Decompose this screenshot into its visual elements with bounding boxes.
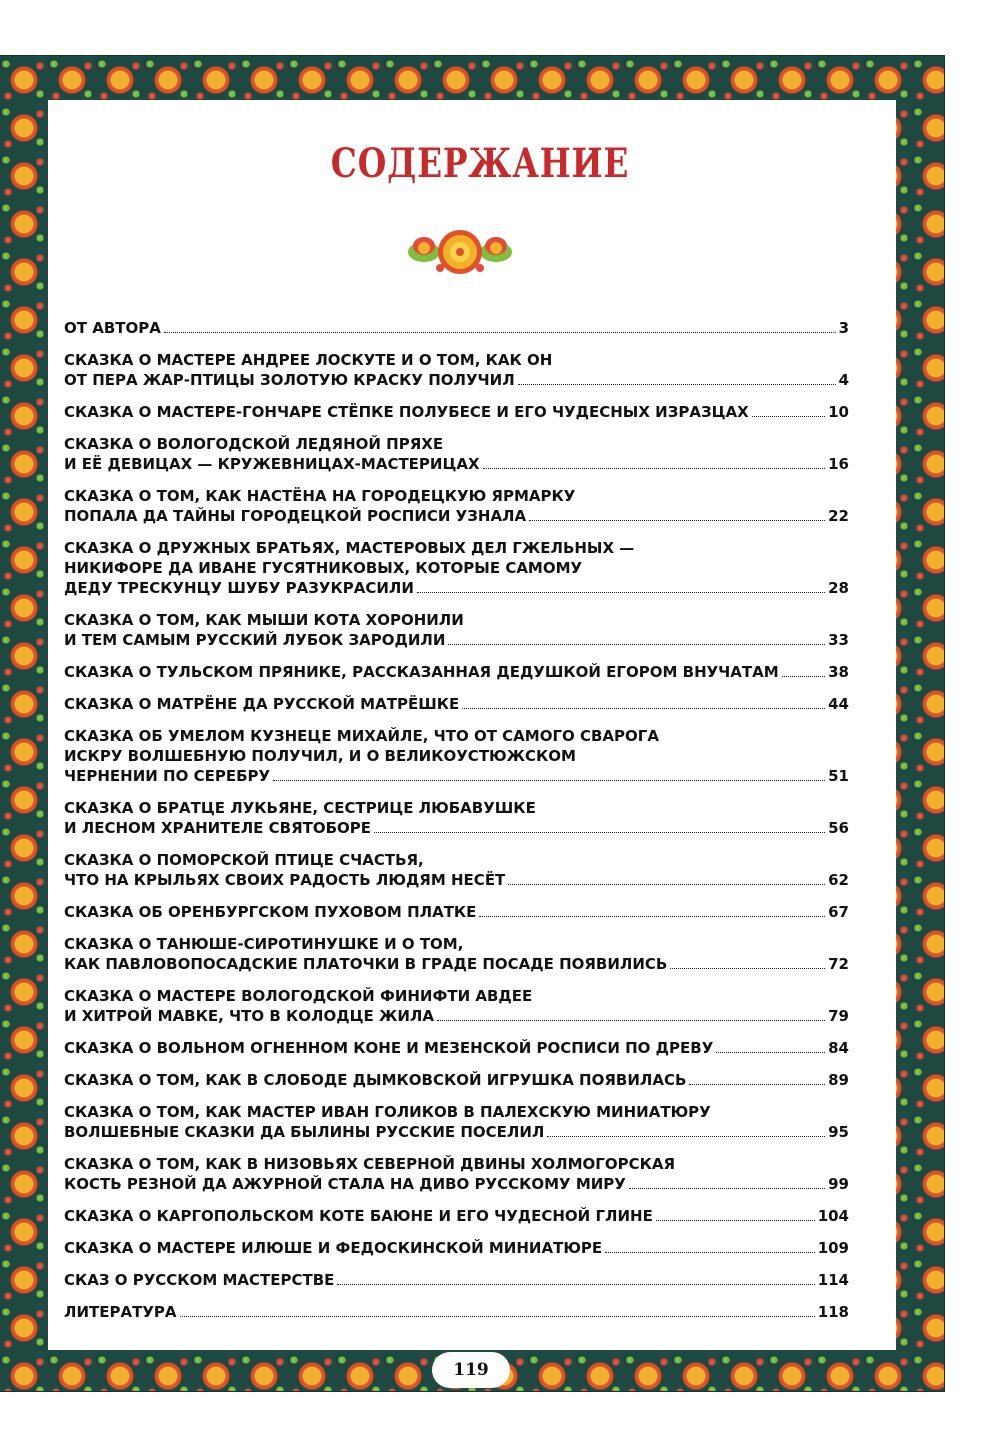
toc-entry-line: КОСТЬ РЕЗНОЙ ДА АЖУРНОЙ СТАЛА НА ДИВО РУССКОМУ МИРУ (64, 1175, 626, 1193)
dot-leader (273, 779, 825, 781)
toc-entry (64, 1070, 849, 1090)
toc-entry-last-line (64, 402, 849, 422)
dot-leader (605, 1251, 815, 1253)
toc-entry (64, 902, 849, 922)
toc-page-number: 56 (828, 819, 849, 837)
toc-entry-line: СКАЗКА О ТОМ, КАК В СЛОБОДЕ ДЫМКОВСКОЙ ИГРУШКА ПОЯВИЛАСЬ (64, 1071, 687, 1089)
dot-leader (417, 591, 825, 593)
dot-leader (448, 643, 825, 645)
toc-entry-line: ЧЕРНЕНИИ ПО СЕРЕБРУ (64, 767, 271, 785)
toc-entry-line: СКАЗКА О ВОЛОГОДСКОЙ ЛЕДЯНОЙ ПРЯХЕ (64, 435, 444, 453)
toc-page-number: 44 (828, 695, 849, 713)
toc-entry (64, 318, 849, 338)
toc-entry-line: ЧТО НА КРЫЛЬЯХ СВОИХ РАДОСТЬ ЛЮДЯМ НЕСЁТ (64, 871, 506, 889)
toc-entry (64, 1238, 849, 1258)
toc-page-number: 99 (828, 1175, 849, 1193)
toc-page-number: 28 (828, 579, 849, 597)
toc-entry-line: СКАЗКА О ВОЛЬНОМ ОГНЕННОМ КОНЕ И МЕЗЕНСКОЙ РОСПИСИ ПО ДРЕВУ (64, 1039, 714, 1057)
toc-entry-line: КАК ПАВЛОВОПОСАДСКИЕ ПЛАТОЧКИ В ГРАДЕ ПОСАДЕ ПОЯВИЛИСЬ (64, 955, 668, 973)
toc-entry-last-line (64, 954, 849, 974)
table-of-contents (64, 318, 849, 1334)
toc-entry-line: СКАЗКА О ТОМ, КАК НАСТЁНА НА ГОРОДЕЦКУЮ ЯРМАРКУ (64, 487, 576, 505)
toc-entry-line: СКАЗ О РУССКОМ МАСТЕРСТВЕ (64, 1271, 335, 1289)
dot-leader (374, 831, 825, 833)
toc-entry-last-line (64, 1302, 849, 1322)
toc-entry-last-line (64, 818, 849, 838)
toc-entry-last-line (64, 1038, 849, 1058)
toc-entry (64, 986, 849, 1026)
toc-entry-line: СКАЗКА О МАСТЕРЕ ВОЛОГОДСКОЙ ФИНИФТИ АВДЕЕ (64, 987, 533, 1005)
toc-entry-line: СКАЗКА О ТОМ, КАК МАСТЕР ИВАН ГОЛИКОВ В ПАЛЕХСКУЮ МИНИАТЮРУ (64, 1103, 711, 1121)
toc-entry (64, 402, 849, 422)
toc-entry-last-line (64, 506, 849, 526)
toc-entry (64, 662, 849, 682)
toc-entry-line: СКАЗКА ОБ УМЕЛОМ КУЗНЕЦЕ МИХАЙЛЕ, ЧТО ОТ САМОГО СВАРОГА (64, 727, 659, 745)
toc-entry-line: СКАЗКА О КАРГОПОЛЬСКОМ КОТЕ БАЮНЕ И ЕГО ЧУДЕСНОЙ ГЛИНЕ (64, 1207, 653, 1225)
page-title: СОДЕРЖАНИЕ (330, 140, 630, 187)
dot-leader (716, 1051, 825, 1053)
dot-leader (518, 383, 836, 385)
floral-ornament-icon (404, 224, 516, 280)
toc-page-number: 22 (828, 507, 849, 525)
dot-leader (479, 915, 825, 917)
toc-page-number: 51 (828, 767, 849, 785)
toc-page-number: 89 (828, 1071, 849, 1089)
dot-leader (483, 467, 826, 469)
toc-entry-last-line (64, 370, 849, 390)
toc-entry-last-line (64, 1122, 849, 1142)
toc-entry (64, 850, 849, 890)
toc-entry-last-line (64, 1238, 849, 1258)
toc-entry-line: СКАЗКА ОБ ОРЕНБУРГСКОМ ПУХОВОМ ПЛАТКЕ (64, 903, 477, 921)
toc-entry (64, 434, 849, 474)
toc-entry-line: И ХИТРОЙ МАВКЕ, ЧТО В КОЛОДЦЕ ЖИЛА (64, 1007, 434, 1025)
toc-entry-line: СКАЗКА О МАСТЕРЕ АНДРЕЕ ЛОСКУТЕ И О ТОМ, КАК ОН (64, 351, 553, 369)
toc-entry-last-line (64, 694, 849, 714)
toc-entry-last-line (64, 1270, 849, 1290)
page-number: 119 (432, 1352, 510, 1388)
dot-leader (164, 331, 836, 333)
toc-entry-line: ОТ АВТОРА (64, 319, 161, 337)
toc-entry-line: СКАЗКА О МАСТЕРЕ-ГОНЧАРЕ СТЁПКЕ ПОЛУБЕСЕ И ЕГО ЧУДЕСНЫХ ИЗРАЗЦАХ (64, 403, 749, 421)
toc-entry-line: И ЕЁ ДЕВИЦАХ — КРУЖЕВНИЦАХ-МАСТЕРИЦАХ (64, 455, 480, 473)
toc-entry-last-line (64, 870, 849, 890)
toc-entry-last-line (64, 1070, 849, 1090)
toc-entry-line: СКАЗКА О ПОМОРСКОЙ ПТИЦЕ СЧАСТЬЯ, (64, 851, 424, 869)
dot-leader (529, 519, 825, 521)
toc-entry (64, 1154, 849, 1194)
toc-entry-line: ДЕДУ ТРЕСКУНЦУ ШУБУ РАЗУКРАСИЛИ (64, 579, 414, 597)
toc-entry (64, 538, 849, 598)
toc-entry-line: СКАЗКА О ТАНЮШЕ-СИРОТИНУШКЕ И О ТОМ, (64, 935, 464, 953)
dot-leader (462, 707, 825, 709)
toc-entry-line: И ЛЕСНОМ ХРАНИТЕЛЕ СВЯТОБОРЕ (64, 819, 372, 837)
toc-page-number: 4 (838, 371, 849, 389)
toc-page-number: 67 (828, 903, 849, 921)
toc-page-number: 104 (817, 1207, 849, 1225)
toc-entry (64, 1302, 849, 1322)
toc-entry (64, 1102, 849, 1142)
toc-entry-line: СКАЗКА О ДРУЖНЫХ БРАТЬЯХ, МАСТЕРОВЫХ ДЕЛ ГЖЕЛЬНЫХ — (64, 539, 635, 557)
toc-entry-last-line (64, 902, 849, 922)
toc-page-number: 38 (828, 663, 849, 681)
toc-entry-last-line (64, 1006, 849, 1026)
toc-page-number: 95 (828, 1123, 849, 1141)
toc-entry-line: НИКИФОРЕ ДА ИВАНЕ ГУСЯТНИКОВЫХ, КОТОРЫЕ САМОМУ (64, 559, 583, 577)
toc-entry-line: ОТ ПЕРА ЖАР-ПТИЦЫ ЗОЛОТУЮ КРАСКУ ПОЛУЧИЛ (64, 371, 515, 389)
dot-leader (508, 883, 825, 885)
dot-leader (337, 1283, 814, 1285)
toc-page-number: 16 (828, 455, 849, 473)
toc-page-number: 79 (828, 1007, 849, 1025)
toc-entry-last-line (64, 662, 849, 682)
toc-page-number: 114 (817, 1271, 849, 1289)
toc-entry-line: СКАЗКА О ТОМ, КАК МЫШИ КОТА ХОРОНИЛИ (64, 611, 464, 629)
toc-entry (64, 486, 849, 526)
dot-leader (782, 675, 825, 677)
dot-leader (670, 967, 825, 969)
dot-leader (656, 1219, 815, 1221)
toc-entry-line: ПОПАЛА ДА ТАЙНЫ ГОРОДЕЦКОЙ РОСПИСИ УЗНАЛА (64, 507, 527, 525)
toc-entry-line: ВОЛШЕБНЫЕ СКАЗКИ ДА БЫЛИНЫ РУССКИЕ ПОСЕЛИЛ (64, 1123, 545, 1141)
dot-leader (180, 1315, 815, 1317)
toc-entry-line: И ТЕМ САМЫМ РУССКИЙ ЛУБОК ЗАРОДИЛИ (64, 631, 446, 649)
toc-entry-line: СКАЗКА О ТОМ, КАК В НИЗОВЬЯХ СЕВЕРНОЙ ДВИНЫ ХОЛМОГОРСКАЯ (64, 1155, 676, 1173)
toc-entry (64, 1270, 849, 1290)
toc-entry-line: СКАЗКА О МАСТЕРЕ ИЛЮШЕ И ФЕДОСКИНСКОЙ МИНИАТЮРЕ (64, 1239, 603, 1257)
toc-entry (64, 934, 849, 974)
toc-entry (64, 798, 849, 838)
toc-entry-last-line (64, 578, 849, 598)
toc-page-number: 10 (828, 403, 849, 421)
toc-page-number: 3 (838, 319, 849, 337)
dot-leader (437, 1019, 825, 1021)
toc-entry (64, 610, 849, 650)
toc-entry-line: ЛИТЕРАТУРА (64, 1303, 177, 1321)
toc-page-number: 72 (828, 955, 849, 973)
toc-page-number: 84 (828, 1039, 849, 1057)
toc-entry-line: СКАЗКА О ТУЛЬСКОМ ПРЯНИКЕ, РАССКАЗАННАЯ ДЕДУШКОЙ ЕГОРОМ ВНУЧАТАМ (64, 663, 779, 681)
dot-leader (689, 1083, 825, 1085)
toc-entry-line: ИСКРУ ВОЛШЕБНУЮ ПОЛУЧИЛ, И О ВЕЛИКОУСТЮЖСКОМ (64, 747, 576, 765)
toc-page-number: 62 (828, 871, 849, 889)
toc-entry-last-line (64, 766, 849, 786)
toc-page-number: 118 (817, 1303, 849, 1321)
toc-entry (64, 726, 849, 786)
toc-entry-last-line (64, 318, 849, 338)
toc-entry (64, 350, 849, 390)
toc-entry-line: СКАЗКА О БРАТЦЕ ЛУКЬЯНЕ, СЕСТРИЦЕ ЛЮБАВУШКЕ (64, 799, 536, 817)
dot-leader (547, 1135, 825, 1137)
toc-entry (64, 694, 849, 714)
toc-entry-last-line (64, 630, 849, 650)
dot-leader (752, 415, 825, 417)
toc-entry-last-line (64, 454, 849, 474)
toc-entry (64, 1038, 849, 1058)
toc-entry-last-line (64, 1174, 849, 1194)
toc-page-number: 109 (817, 1239, 849, 1257)
toc-page-number: 33 (828, 631, 849, 649)
toc-entry-last-line (64, 1206, 849, 1226)
dot-leader (629, 1187, 825, 1189)
toc-entry (64, 1206, 849, 1226)
toc-entry-line: СКАЗКА О МАТРЁНЕ ДА РУССКОЙ МАТРЁШКЕ (64, 695, 460, 713)
